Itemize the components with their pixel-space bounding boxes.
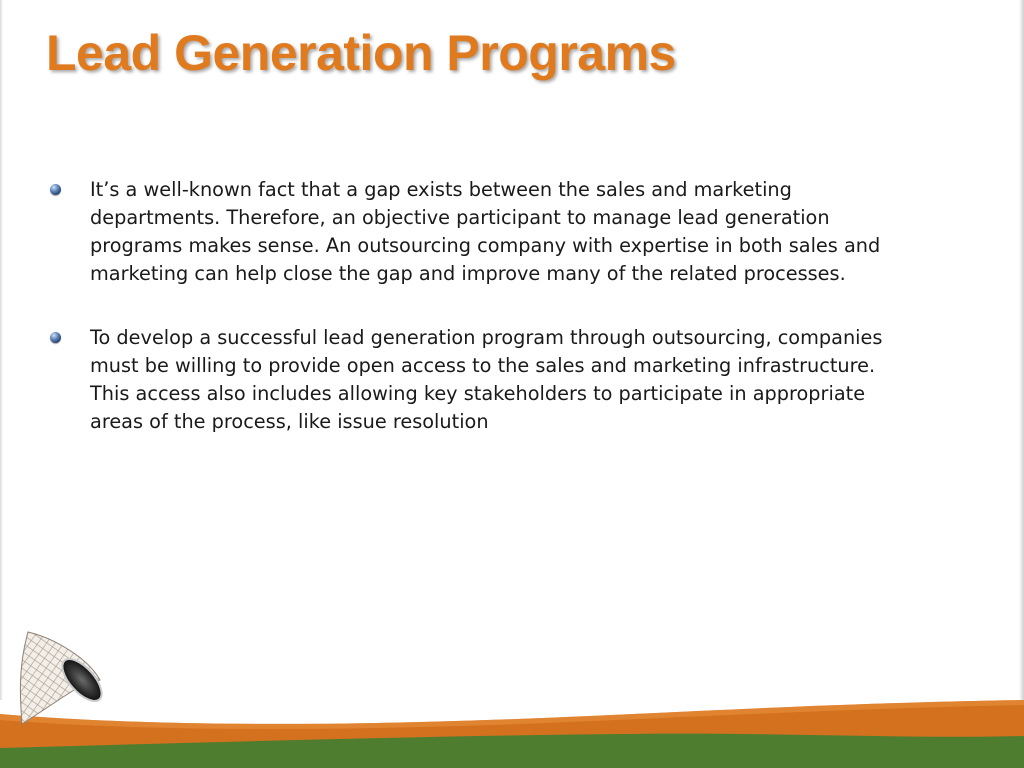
bullet-text: It’s a well-known fact that a gap exists between the sales and marketing departments. Therefore, an objective participant to manage lead generation programs makes sense. An outsourcing company with expertise in both sales and marketing can help close the gap and improve many of the related processes.	[90, 178, 881, 285]
slide-title: Lead Generation Programs	[46, 25, 676, 81]
bullet-item	[50, 176, 890, 288]
bullet-list	[50, 176, 890, 472]
left-edge-shadow	[0, 0, 3, 700]
blue-sphere-bullet-icon	[50, 332, 61, 343]
footer-wave-band	[0, 696, 1024, 768]
right-edge-shadow	[1019, 0, 1024, 700]
blue-sphere-bullet-icon	[50, 184, 61, 195]
bullet-item	[50, 324, 890, 436]
funnel-net-icon	[14, 628, 106, 728]
bullet-text: To develop a successful lead generation program through outsourcing, companies must be willing to provide open access to the sales and marketing infrastructure. This access also includes allowing key stakeholders to participate in appropriate areas of the process, like issue resolution	[90, 326, 883, 433]
